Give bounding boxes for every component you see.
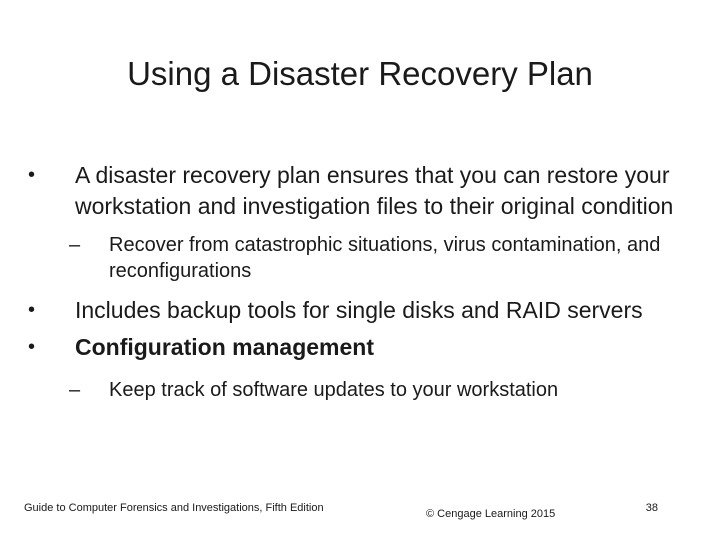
slide-body <box>28 160 678 403</box>
sub-bullet-text: Recover from catastrophic situations, virus contamination, and reconfigurations <box>109 234 661 282</box>
footer-copyright: © Cengage Learning 2015 <box>426 508 556 520</box>
bullet-text: A disaster recovery plan ensures that you can restore your workstation and investigation files to their original condition <box>75 162 674 219</box>
bullet-item-3 <box>28 332 678 363</box>
dash-marker: – <box>69 379 81 401</box>
sub-bullet-text: Keep track of software updates to your workstation <box>109 379 559 401</box>
bullet-marker: • <box>28 336 36 358</box>
bullet-marker: • <box>28 299 36 321</box>
bullet-item-2 <box>28 295 678 326</box>
bullet-item-1 <box>28 160 678 222</box>
slide-title: Using a Disaster Recovery Plan <box>127 55 593 92</box>
bullet-text: Configuration management <box>75 334 375 360</box>
sub-bullet-item-2 <box>28 377 678 403</box>
bullet-text: Includes backup tools for single disks and RAID servers <box>75 297 643 323</box>
footer-page-number: 38 <box>645 502 658 514</box>
sub-bullet-item-1 <box>28 232 678 284</box>
dash-marker: – <box>69 234 81 256</box>
bullet-marker: • <box>28 164 36 186</box>
footer-book-title: Guide to Computer Forensics and Investigations, Fifth Edition <box>24 502 324 514</box>
